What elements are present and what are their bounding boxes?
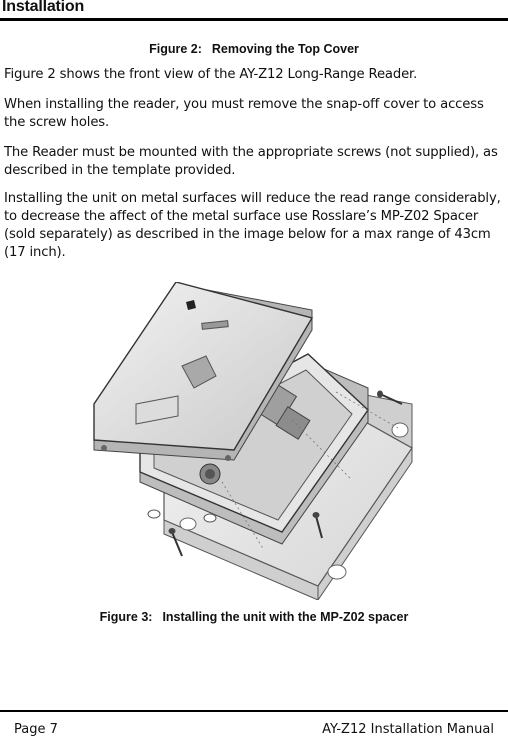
page-header — [0, 0, 508, 22]
figure-2-caption — [0, 42, 508, 56]
figure-2-title: Removing the Top Cover — [211, 42, 359, 56]
installation-illustration — [82, 282, 418, 600]
figure-3-caption — [0, 610, 508, 624]
paragraph-front-view: Figure 2 shows the front view of the AY-Z12 Long-Range Reader. — [4, 67, 418, 82]
figure-2-number: Figure 2: — [149, 42, 202, 56]
paragraph-remove-cover: When installing the reader, you must remove the snap-off cover to access the screw holes. — [4, 97, 484, 130]
paragraph-metal-surfaces: Installing the unit on metal surfaces will reduce the read range considerably, to decrease the affect of the metal surface use Rosslare’s MP-Z02 Spacer (sold separately) as described in the image below for a max range of 43cm (17 inch). — [4, 191, 501, 260]
paragraph-mounting: The Reader must be mounted with the appropriate screws (not supplied), as described in the template provided. — [4, 145, 498, 178]
section-title: Installation — [2, 0, 85, 15]
figure-3-number: Figure 3: — [99, 610, 153, 624]
page-number: Page 7 — [14, 722, 58, 737]
footer-rule — [0, 710, 508, 712]
manual-title: AY-Z12 Installation Manual — [322, 722, 494, 737]
figure-3-title: Installing the unit with the MP-Z02 spacer — [162, 610, 409, 624]
header-rule — [0, 18, 508, 21]
